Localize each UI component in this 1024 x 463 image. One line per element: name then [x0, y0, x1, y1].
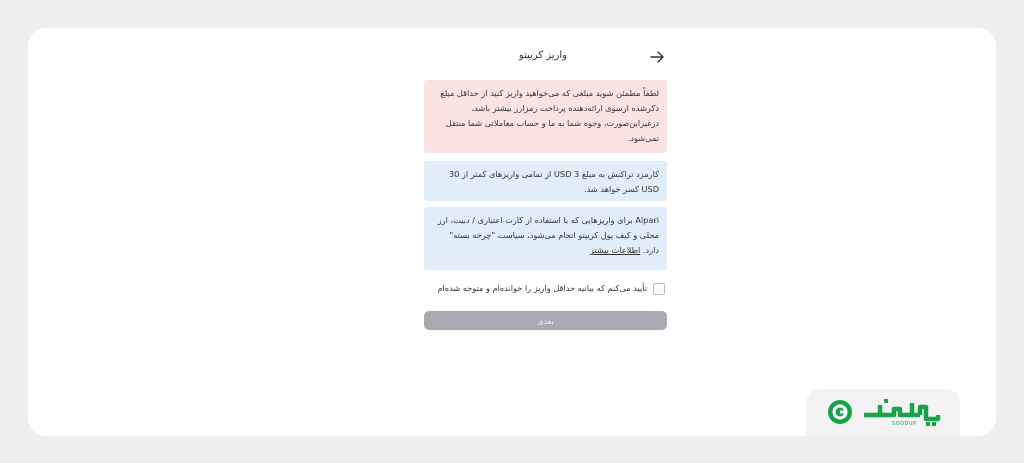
page-header [424, 48, 667, 68]
fee-text: کارمزد تراکنش به مبلغ USD 3 از تمامی واریزهای کمتر از 30 USD کسر خواهد شد. [448, 169, 659, 194]
fee-info [424, 161, 667, 201]
back-arrow-icon[interactable] [649, 48, 665, 66]
logo-mark-icon [828, 400, 852, 424]
page-title: واریز کریپتو [518, 50, 567, 61]
closed-loop-policy-info [424, 207, 667, 270]
brand-logo [806, 389, 960, 437]
learn-more-link[interactable]: اطلاعات بیشتر [589, 245, 641, 255]
policy-text: Alpari برای واریزهایی که با استفاده از کارت اعتباری / دبیت، ارز محلی و کیف پول کریپتو انجام می‌شود، سیاست "چرخه بسته" دارد. [437, 215, 659, 255]
confirm-checkbox[interactable] [653, 283, 665, 295]
logo-subtext: SOODUP [892, 421, 917, 427]
next-button[interactable]: بعدی [424, 311, 667, 330]
minimum-deposit-warning [424, 80, 667, 153]
confirm-label: تأیید می‌کنم که بیانیه حداقل واریز را خوانده‌ام و متوجه شده‌ام [437, 283, 647, 293]
warning-text: لطفاً مطمئن شوید مبلغی که می‌خواهید واریز کنید از حداقل مبلغ ذکرشده ازسوی ارائه‌دهنده پرداخت رمزارز بیشتر باشد، درغیراین‌صورت، وجوه شما به ما و حساب معاملاتی شما منتقل نمی‌شود. [440, 88, 659, 143]
confirm-row [424, 282, 667, 298]
